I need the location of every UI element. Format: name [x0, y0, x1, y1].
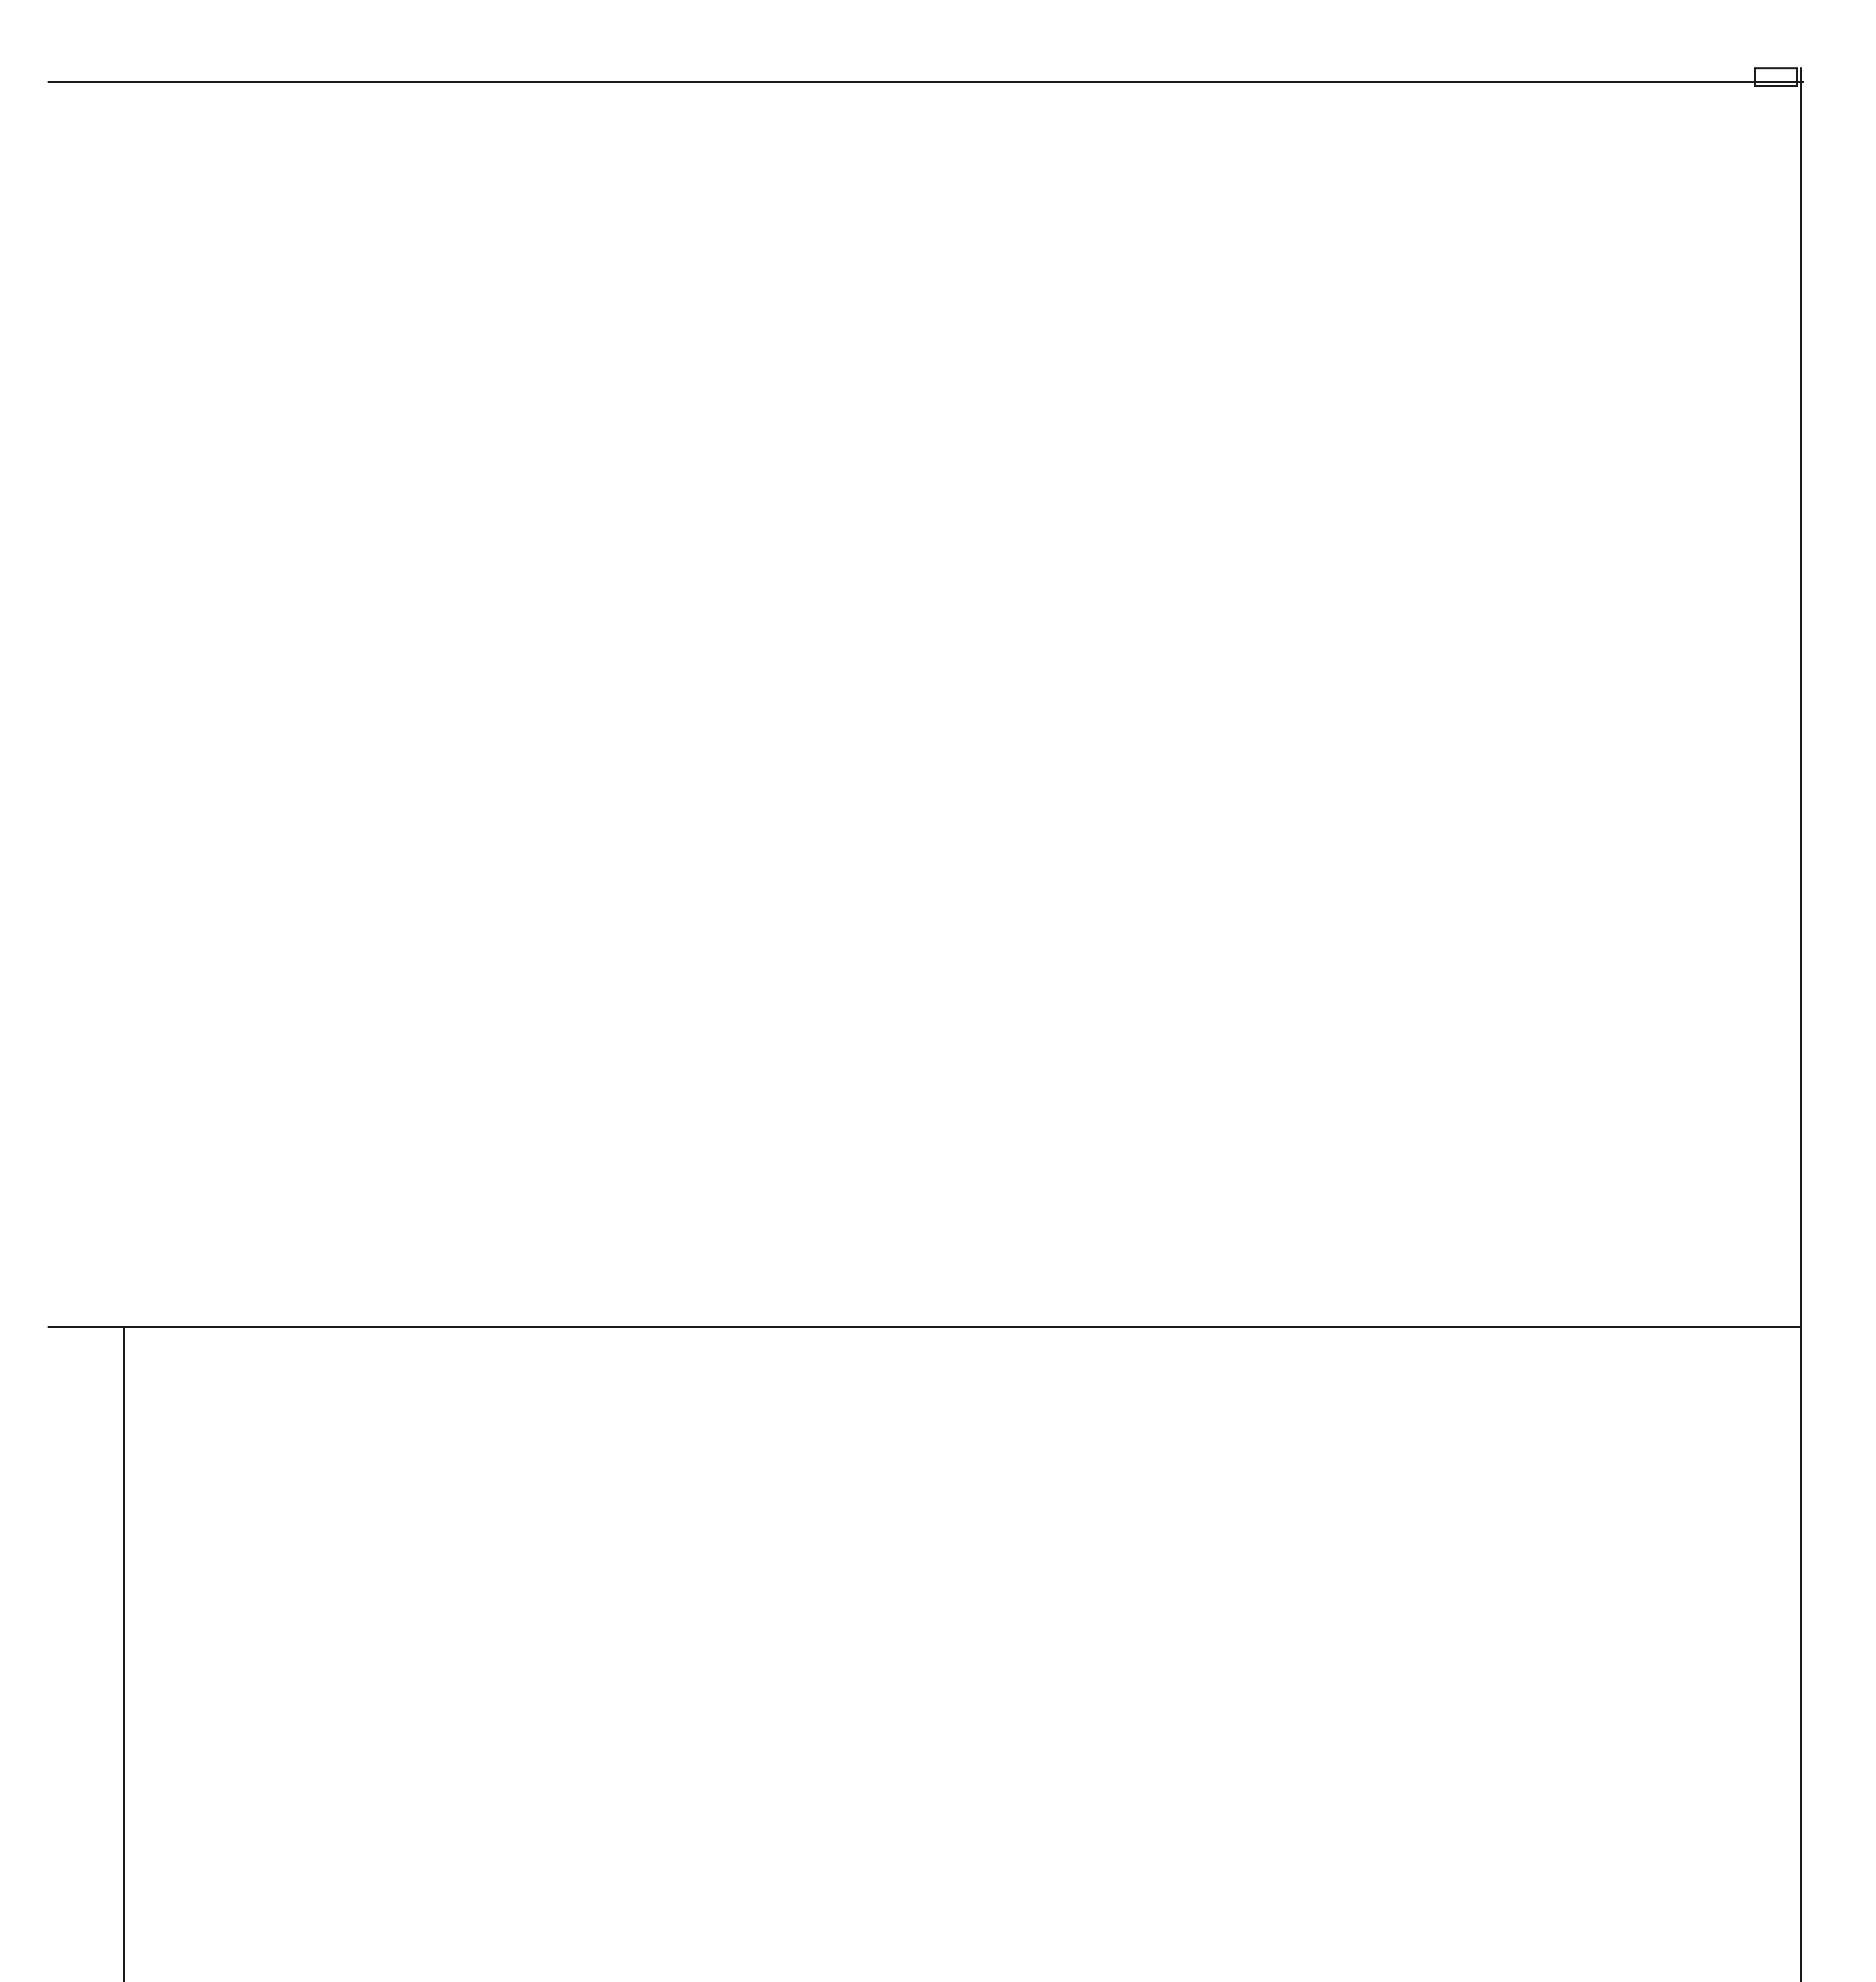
right-border [1800, 67, 1802, 1982]
inner-left-border [123, 1326, 125, 1982]
top-border [48, 81, 1804, 83]
corner-sheet-box [1754, 67, 1798, 87]
table-top-border [48, 1326, 1802, 1328]
